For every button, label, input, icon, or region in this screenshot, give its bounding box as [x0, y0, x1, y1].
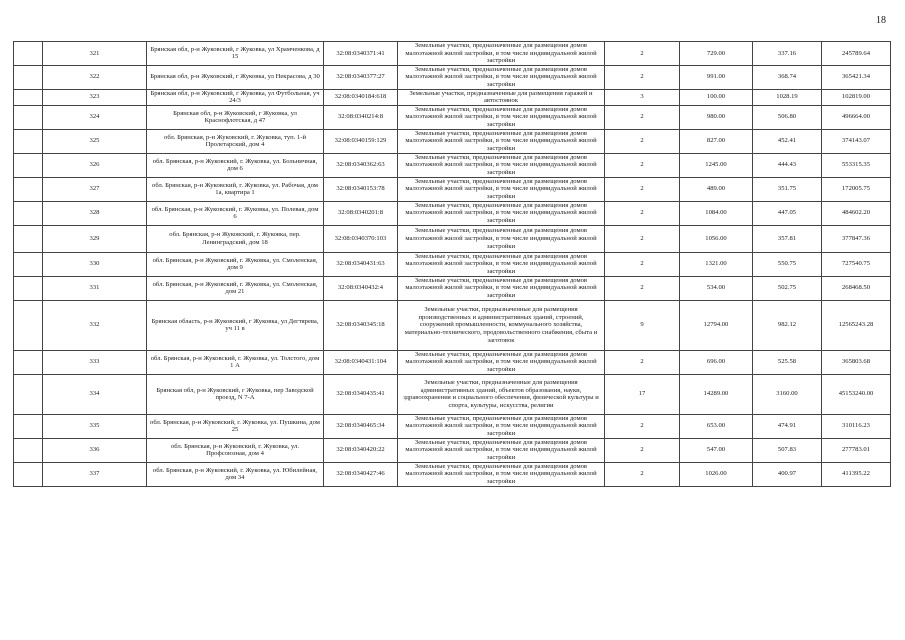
land-use-cell: Земельные участки, предназначенные для размещения домов малоэтажной жилой застройки, в том числе индивидуальной жилой застройки: [398, 201, 605, 225]
row-number-cell: 321: [43, 42, 147, 66]
land-use-cell: Земельные участки, предназначенные для размещения домов малоэтажной жилой застройки, в том числе индивидуальной жилой застройки: [398, 153, 605, 177]
cadastral-value-cell: 45153240.00: [822, 374, 891, 414]
cadastral-number-cell: 32:08:0340184:618: [324, 89, 398, 105]
address-cell: обл. Брянская, р-н Жуковский, г. Жуковка, ул. Пушкина, дом 25: [147, 414, 324, 438]
cadastral-number-cell: 32:08:0340427:46: [324, 462, 398, 486]
table-row: [14, 89, 891, 105]
cadastral-number-cell: 32:08:0340159:129: [324, 129, 398, 153]
row-number-cell: 327: [43, 177, 147, 201]
land-use-cell: Земельные участки, предназначенные для размещения домов малоэтажной жилой застройки, в том числе индивидуальной жилой застройки: [398, 350, 605, 374]
area-cell: 100.00: [680, 89, 753, 105]
area-cell: 1026.00: [680, 462, 753, 486]
cadastral-value-cell: 484602.20: [822, 201, 891, 225]
group-cell: 2: [605, 225, 680, 252]
address-cell: обл. Брянская, р-н Жуковский, г. Жуковка, ул. Смоленская, дом 9: [147, 252, 324, 276]
row-number-cell: 322: [43, 65, 147, 89]
group-cell: 2: [605, 350, 680, 374]
row-number-cell: 328: [43, 201, 147, 225]
area-cell: 1321.00: [680, 252, 753, 276]
group-cell: 2: [605, 153, 680, 177]
area-cell: 980.00: [680, 105, 753, 129]
specific-value-cell: 3160.00: [753, 374, 822, 414]
row-number-cell: 333: [43, 350, 147, 374]
table-row: [14, 438, 891, 462]
group-cell: 2: [605, 65, 680, 89]
blank-cell: [14, 350, 43, 374]
address-cell: обл. Брянская, р-н Жуковский, г. Жуковка, ул. Больничная, дом 6: [147, 153, 324, 177]
cadastral-number-cell: 32:08:0340431:104: [324, 350, 398, 374]
group-cell: 2: [605, 129, 680, 153]
cadastral-value-table: [13, 41, 891, 487]
table-row: [14, 65, 891, 89]
cadastral-value-cell: 365803.68: [822, 350, 891, 374]
row-number-cell: 324: [43, 105, 147, 129]
blank-cell: [14, 438, 43, 462]
group-cell: 2: [605, 252, 680, 276]
group-cell: 2: [605, 105, 680, 129]
address-cell: обл. Брянская, р-н Жуковский, г. Жуковка, пер. Ленинградский, дом 18: [147, 225, 324, 252]
group-cell: 2: [605, 177, 680, 201]
land-use-cell: Земельные участки, предназначенные для размещения гаражей и автостоянок: [398, 89, 605, 105]
cadastral-value-cell: 310116.23: [822, 414, 891, 438]
group-cell: 3: [605, 89, 680, 105]
blank-cell: [14, 252, 43, 276]
group-cell: 2: [605, 201, 680, 225]
cadastral-number-cell: 32:08:0340153:78: [324, 177, 398, 201]
table-row: [14, 177, 891, 201]
group-cell: 2: [605, 42, 680, 66]
specific-value-cell: 525.58: [753, 350, 822, 374]
specific-value-cell: 502.75: [753, 276, 822, 300]
specific-value-cell: 357.81: [753, 225, 822, 252]
blank-cell: [14, 42, 43, 66]
row-number-cell: 323: [43, 89, 147, 105]
table-row: [14, 42, 891, 66]
address-cell: Брянская обл, р-н Жуковский, г Жуковка, ул Некрасова, д 30: [147, 65, 324, 89]
specific-value-cell: 452.41: [753, 129, 822, 153]
cadastral-number-cell: 32:08:0340435:41: [324, 374, 398, 414]
blank-cell: [14, 201, 43, 225]
group-cell: 17: [605, 374, 680, 414]
blank-cell: [14, 414, 43, 438]
address-cell: обл. Брянская, р-н Жуковский, г. Жуковка, ул. Рабочая, дом 1а, квартира 1: [147, 177, 324, 201]
cadastral-value-cell: 12565243.28: [822, 300, 891, 350]
cadastral-number-cell: 32:08:0340345:18: [324, 300, 398, 350]
row-number-cell: 334: [43, 374, 147, 414]
specific-value-cell: 982.12: [753, 300, 822, 350]
row-number-cell: 332: [43, 300, 147, 350]
address-cell: обл. Брянская, р-н Жуковский, г. Жуковка, ул. Полевая, дом 6: [147, 201, 324, 225]
cadastral-value-cell: 277783.01: [822, 438, 891, 462]
land-use-cell: Земельные участки, предназначенные для размещения домов малоэтажной жилой застройки, в том числе индивидуальной жилой застройки: [398, 462, 605, 486]
specific-value-cell: 444.43: [753, 153, 822, 177]
row-number-cell: 336: [43, 438, 147, 462]
area-cell: 729.00: [680, 42, 753, 66]
address-cell: обл. Брянская, р-н Жуковский, г. Жуковка, ул. Юбилейная, дом 34: [147, 462, 324, 486]
cadastral-value-cell: 245789.64: [822, 42, 891, 66]
cadastral-value-cell: 377847.36: [822, 225, 891, 252]
blank-cell: [14, 300, 43, 350]
cadastral-value-cell: 496664.00: [822, 105, 891, 129]
land-use-cell: Земельные участки, предназначенные для размещения домов малоэтажной жилой застройки, в том числе индивидуальной жилой застройки: [398, 129, 605, 153]
address-cell: Брянская обл, р-н Жуковский, г Жуковка, ул Храмченкова, д 15: [147, 42, 324, 66]
land-use-cell: Земельные участки, предназначенные для размещения домов малоэтажной жилой застройки, в том числе индивидуальной жилой застройки: [398, 276, 605, 300]
cadastral-value-cell: 727540.75: [822, 252, 891, 276]
table-row: [14, 276, 891, 300]
address-cell: Брянская обл, р-н Жуковский, г Жуковка, ул Краснофлотская, д 47: [147, 105, 324, 129]
table-row: [14, 374, 891, 414]
cadastral-number-cell: 32:08:0340465:34: [324, 414, 398, 438]
cadastral-value-cell: 172005.75: [822, 177, 891, 201]
specific-value-cell: 507.83: [753, 438, 822, 462]
group-cell: 2: [605, 438, 680, 462]
cadastral-value-cell: 102819.00: [822, 89, 891, 105]
area-cell: 547.00: [680, 438, 753, 462]
cadastral-number-cell: 32:08:0340201:8: [324, 201, 398, 225]
group-cell: 2: [605, 276, 680, 300]
specific-value-cell: 351.75: [753, 177, 822, 201]
blank-cell: [14, 129, 43, 153]
land-use-cell: Земельные участки, предназначенные для размещения домов малоэтажной жилой застройки, в том числе индивидуальной жилой застройки: [398, 414, 605, 438]
cadastral-number-cell: 32:08:0340431:63: [324, 252, 398, 276]
group-cell: 9: [605, 300, 680, 350]
table-row: [14, 201, 891, 225]
blank-cell: [14, 177, 43, 201]
blank-cell: [14, 65, 43, 89]
specific-value-cell: 550.75: [753, 252, 822, 276]
land-use-cell: Земельные участки, предназначенные для размещения домов малоэтажной жилой застройки, в том числе индивидуальной жилой застройки: [398, 65, 605, 89]
land-use-cell: Земельные участки, предназначенные для размещения домов малоэтажной жилой застройки, в том числе индивидуальной жилой застройки: [398, 438, 605, 462]
table-row: [14, 153, 891, 177]
blank-cell: [14, 153, 43, 177]
specific-value-cell: 1028.19: [753, 89, 822, 105]
area-cell: 1084.00: [680, 201, 753, 225]
area-cell: 489.00: [680, 177, 753, 201]
specific-value-cell: 506.80: [753, 105, 822, 129]
blank-cell: [14, 374, 43, 414]
cadastral-number-cell: 32:08:0340432:4: [324, 276, 398, 300]
blank-cell: [14, 225, 43, 252]
address-cell: обл. Брянская, р-н Жуковский, г. Жуковка, ул. Толстого, дом 1 А: [147, 350, 324, 374]
blank-cell: [14, 462, 43, 486]
cadastral-value-cell: 365421.34: [822, 65, 891, 89]
row-number-cell: 337: [43, 462, 147, 486]
address-cell: обл. Брянская, р-н Жуковский, г. Жуковка, ул. Профсоюзная, дом 4: [147, 438, 324, 462]
address-cell: обл. Брянская, р-н Жуковский, г. Жуковка, туп. 1-й Пролетарский, дом 4: [147, 129, 324, 153]
row-number-cell: 335: [43, 414, 147, 438]
table-row: [14, 350, 891, 374]
cadastral-number-cell: 32:08:0340377:27: [324, 65, 398, 89]
specific-value-cell: 368.74: [753, 65, 822, 89]
table-row: [14, 414, 891, 438]
specific-value-cell: 337.16: [753, 42, 822, 66]
land-use-cell: Земельные участки, предназначенные для размещения домов малоэтажной жилой застройки, в том числе индивидуальной жилой застройки: [398, 225, 605, 252]
cadastral-number-cell: 32:08:0340370:103: [324, 225, 398, 252]
area-cell: 827.00: [680, 129, 753, 153]
page-number: 18: [876, 15, 886, 26]
cadastral-number-cell: 32:08:0340214:8: [324, 105, 398, 129]
specific-value-cell: 447.05: [753, 201, 822, 225]
blank-cell: [14, 89, 43, 105]
area-cell: 991.00: [680, 65, 753, 89]
cadastral-value-cell: 553315.35: [822, 153, 891, 177]
cadastral-number-cell: 32:08:0340362:63: [324, 153, 398, 177]
area-cell: 696.00: [680, 350, 753, 374]
row-number-cell: 330: [43, 252, 147, 276]
land-use-cell: Земельные участки, предназначенные для размещения домов малоэтажной жилой застройки, в том числе индивидуальной жилой застройки: [398, 252, 605, 276]
address-cell: Брянская обл, р-н Жуковский, г Жуковка, пер Заводской проезд, N 7-А: [147, 374, 324, 414]
table-body: [14, 42, 891, 487]
group-cell: 2: [605, 462, 680, 486]
table-row: [14, 300, 891, 350]
address-cell: Брянская обл, р-н Жуковский, г Жуковка, ул Футбольная, уч 24/3: [147, 89, 324, 105]
area-cell: 1056.00: [680, 225, 753, 252]
cadastral-value-cell: 374143.07: [822, 129, 891, 153]
address-cell: Брянская область, р-н Жуковский, г Жуковка, ул Дегтярева, уч 11 в: [147, 300, 324, 350]
cadastral-number-cell: 32:08:0340420:22: [324, 438, 398, 462]
area-cell: 14289.00: [680, 374, 753, 414]
area-cell: 534.00: [680, 276, 753, 300]
cadastral-value-cell: 268468.50: [822, 276, 891, 300]
land-use-cell: Земельные участки, предназначенные для размещения домов малоэтажной жилой застройки, в том числе индивидуальной жилой застройки: [398, 105, 605, 129]
area-cell: 1245.00: [680, 153, 753, 177]
land-use-cell: Земельные участки, предназначенные для размещения домов малоэтажной жилой застройки, в том числе индивидуальной жилой застройки: [398, 177, 605, 201]
area-cell: 653.00: [680, 414, 753, 438]
row-number-cell: 331: [43, 276, 147, 300]
table-row: [14, 462, 891, 486]
row-number-cell: 329: [43, 225, 147, 252]
land-use-cell: Земельные участки, предназначенные для размещения домов малоэтажной жилой застройки, в том числе индивидуальной жилой застройки: [398, 42, 605, 66]
area-cell: 12794.00: [680, 300, 753, 350]
table-row: [14, 105, 891, 129]
table-row: [14, 129, 891, 153]
specific-value-cell: 400.97: [753, 462, 822, 486]
land-use-cell: Земельные участки, предназначенные для размещения административных зданий, объектов образования, науки, здравоохранения и социального обеспечения, физической культуры и спорта, культуры, искусства, религии: [398, 374, 605, 414]
address-cell: обл. Брянская, р-н Жуковский, г. Жуковка, ул. Смоленская, дом 21: [147, 276, 324, 300]
blank-cell: [14, 105, 43, 129]
blank-cell: [14, 276, 43, 300]
row-number-cell: 326: [43, 153, 147, 177]
specific-value-cell: 474.91: [753, 414, 822, 438]
table-row: [14, 252, 891, 276]
cadastral-number-cell: 32:08:0340371:41: [324, 42, 398, 66]
row-number-cell: 325: [43, 129, 147, 153]
group-cell: 2: [605, 414, 680, 438]
land-use-cell: Земельные участки, предназначенные для размещения производственных и административных зданий, строений, сооружений промышленности, коммунального хозяйства, материально-технического, продовольственного снабжения, сбыта и заготовок: [398, 300, 605, 350]
table-row: [14, 225, 891, 252]
cadastral-value-cell: 411395.22: [822, 462, 891, 486]
